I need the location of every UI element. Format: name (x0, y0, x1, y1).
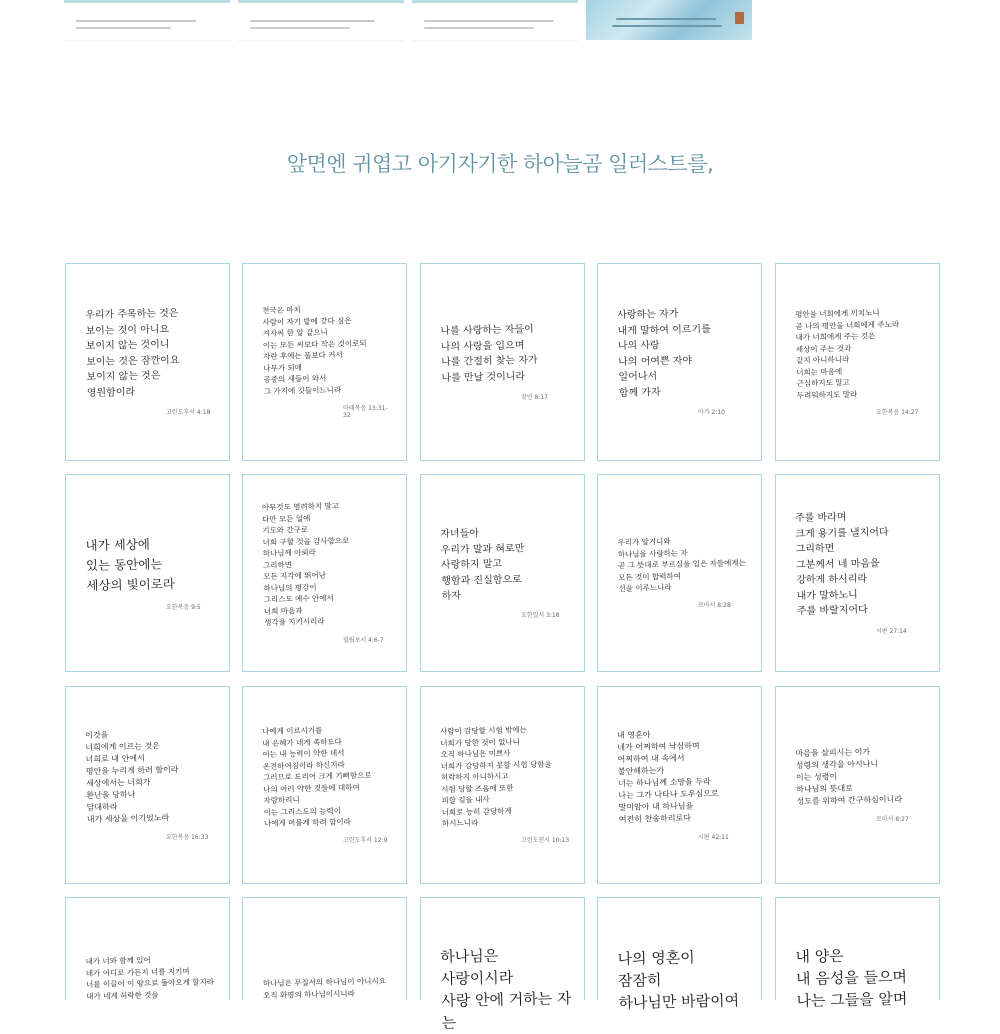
verse-card[interactable] (775, 686, 940, 884)
verse-reference: 고린도전서 10:13 (521, 837, 570, 845)
verse-card[interactable] (65, 263, 230, 461)
verse-text: 천국은 마치 사람이 자기 밭에 갖다 심은 겨자씨 한 알 같으니 이는 모든 씨보다 작은 것이로되 자란 후에는 풀보다 커서 나무가 되매 공중의 새들이 와서 그 가지에 깃들이느니라 (262, 305, 367, 396)
verse-card[interactable] (242, 897, 407, 1000)
verse-text: 아무것도 염려하지 말고 다만 모든 일에 기도와 간구로 너희 구할 것을 감사함으로 하나님께 아뢰라 그리하면 모든 지각에 뛰어난 하나님의 평강이 그리스도 예수 안에서 너희 마음과 생각을 지키시리라 (261, 501, 350, 628)
verse-text: 나를 사랑하는 자들이 나의 사랑을 입으며 나를 간절히 찾는 자가 나를 만날 것이니라 (440, 323, 538, 383)
verse-reference: 로마서 8:28 (698, 602, 731, 610)
verse-reference: 빌립보서 4:6-7 (343, 636, 384, 644)
verse-card[interactable] (242, 474, 407, 672)
top-thumbnail (238, 0, 404, 41)
verse-card[interactable] (597, 686, 762, 884)
verse-reference: 마태복음 13:31-32 (343, 405, 388, 419)
verse-card[interactable] (65, 897, 230, 1000)
verse-reference: 고린도후서 4:18 (166, 409, 211, 416)
verse-reference: 요한복음 16:33 (166, 833, 209, 841)
verse-text: 하나님은 사랑이시라 사랑 안에 거하는 자는 (440, 946, 572, 1032)
verse-text: 내 영혼아 네가 어찌하여 낙심하며 어찌하여 내 속에서 불안해하는가 너는 하나님께 소망을 두라 나는 그가 나타나 도우심으로 말미암아 내 하나님을 여전히 찬송하리로다 (617, 729, 719, 824)
verse-text: 나의 영혼이 잠잠히 하나님만 바람이여 (617, 948, 740, 1012)
verse-card[interactable] (420, 263, 585, 461)
seal-icon (735, 12, 744, 24)
top-thumbnail-illustration (586, 0, 752, 40)
verse-reference: 아가 2:10 (698, 409, 725, 416)
verse-text: 우리가 알거니와 하나님을 사랑하는 자 곧 그 뜻대로 부르심을 입은 자들에게는 모든 것이 합력하여 선을 이루느니라 (617, 536, 746, 593)
verse-text: 자녀들아 우리가 말과 혀로만 사랑하지 말고 행함과 진실함으로 하자 (440, 527, 525, 602)
verse-card[interactable] (65, 686, 230, 884)
verse-reference: 잠언 8:17 (521, 393, 548, 401)
verse-text: 주를 바라며 크게 용기를 낼지어다 그리하면 그분께서 네 마음을 강하게 하시리라 내가 말하노니 주를 바랄지어다 (794, 512, 889, 618)
verse-text: 사랑하는 자가 내게 말하여 이르기를 나의 사랑 나의 어여쁜 자야 일어나서 함께 가자 (617, 308, 711, 399)
verse-text: 사람이 감당할 시험 밖에는 너희가 당한 것이 없나니 오직 하나님은 미쁘사 너희가 감당하지 못할 시험 당함을 허락하지 아니하시고 시험 당할 즈음에 또한 피할 길을 내사 너희로 능히 감당하게 하시느니라 (439, 724, 552, 828)
verse-reference: 고린도후서 12:9 (343, 837, 388, 845)
verse-card[interactable] (420, 474, 585, 672)
verse-card[interactable] (242, 263, 407, 461)
verse-reference: 시편 27:14 (876, 627, 907, 635)
verse-card[interactable] (420, 686, 585, 884)
verse-card[interactable] (420, 897, 585, 1032)
verse-text: 내 양은 내 음성을 들으며 나는 그들을 알며 (795, 946, 908, 1010)
verse-text: 마음을 살피시는 이가 성령의 생각을 아시나니 이는 성령이 하나님의 뜻대로 성도를 위하여 간구하심이니라 (795, 746, 903, 806)
verse-reference: 시편 42:11 (698, 833, 729, 841)
verse-reference: 로마서 8:27 (876, 815, 909, 823)
verse-reference: 요한일서 3:18 (521, 612, 560, 620)
verse-text: 나에게 이르시기를 내 은혜가 네게 족하도다 이는 내 능력이 약한 데서 온전하여짐이라 하신지라 그러므로 도리어 크게 기뻐함으로 나의 여러 약한 것들에 대하여 자랑하리니 이는 그리스도의 능력이 나에게 머물게 하려 함이라 (261, 725, 372, 828)
top-thumbnail-strip (0, 0, 1000, 42)
verse-text: 평안을 너희에게 끼치노니 곧 나의 평안을 너희에게 주노라 내가 너희에게 주는 것은 세상이 주는 것과 같지 아니하니라 너희는 마음에 근심하지도 말고 두려워하지도 말라 (795, 307, 900, 399)
verse-text: 이것을 너희에게 이르는 것은 너희로 내 안에서 평안을 누리게 하려 함이라 세상에서는 너희가 환난을 당하나 담대하라 내가 세상을 이기었노라 (85, 730, 179, 824)
verse-text: 하나님은 무질서의 하나님이 아니시요 오직 화평의 하나님이시니라 (262, 976, 387, 1000)
verse-reference: 요한복음 14:27 (876, 408, 919, 416)
verse-card[interactable] (597, 897, 762, 1012)
verse-card[interactable] (597, 263, 762, 461)
verse-card[interactable] (775, 897, 940, 1010)
section-subtitle: 앞면엔 귀엽고 아기자기한 하아늘곰 일러스트를, (286, 152, 714, 176)
verse-text: 우리가 주목하는 것은 보이는 것이 아니요 보이지 않는 것이니 보이는 것은 잠깐이요 보이지 않는 것은 영원함이라 (85, 308, 180, 399)
verse-card[interactable] (65, 474, 230, 672)
verse-text: 내가 너와 함께 있어 네가 어디로 가든지 너를 지키며 너를 이끌어 이 땅으로 돌아오게 할지라 내가 네게 허락한 것을 (85, 955, 215, 1001)
verse-reference: 요한복음 9:5 (166, 603, 201, 611)
verse-text: 내가 세상에 있는 동안에는 세상의 빛이로라 (85, 536, 176, 593)
verse-card[interactable] (597, 474, 762, 672)
top-thumbnail (64, 0, 230, 41)
verse-card[interactable] (775, 263, 940, 461)
top-thumbnail (412, 0, 578, 41)
verse-card[interactable] (242, 686, 407, 884)
verse-card[interactable] (775, 474, 940, 672)
